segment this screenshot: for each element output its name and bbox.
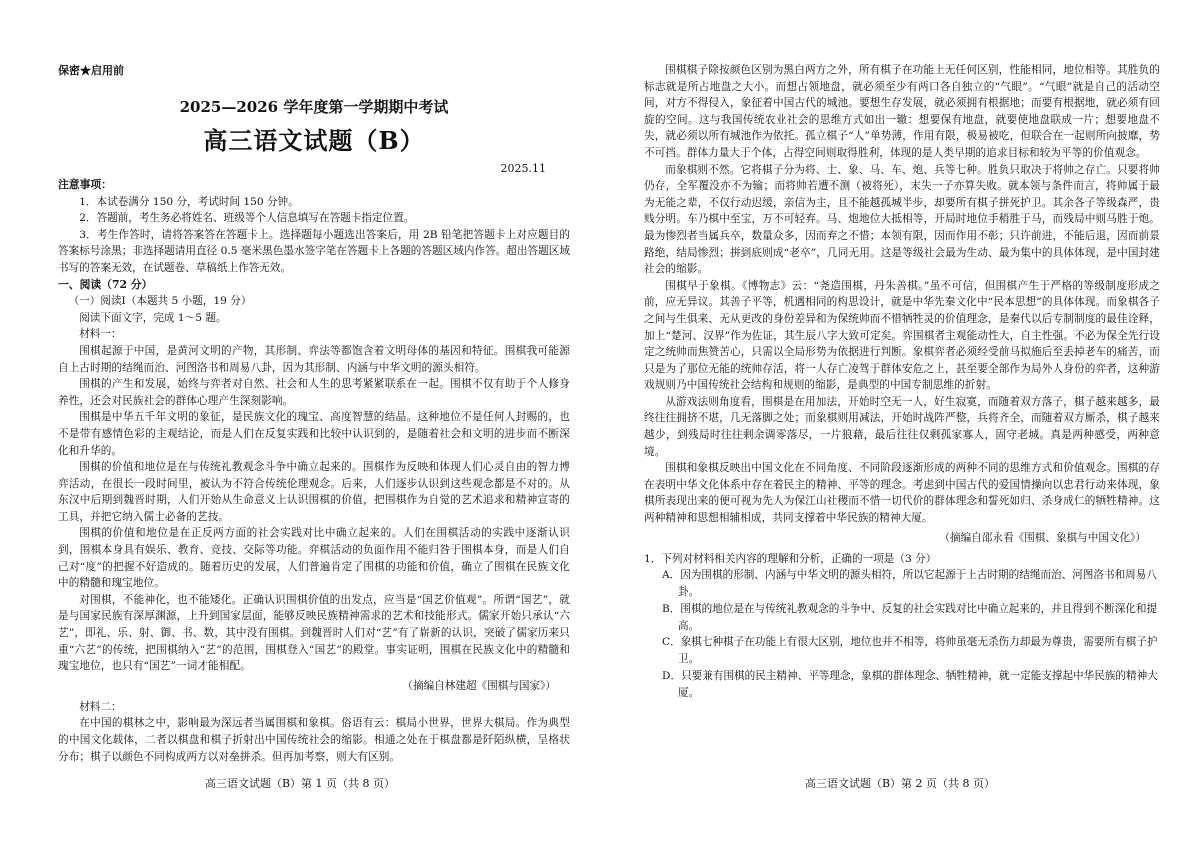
material-2-paragraph: 而象棋则不然。它将棋子分为将、士、象、马、车、炮、兵等七种。胜负只取决于将帅之存亡。只要将帅仍存，全军覆没亦不为输；而将帅若遭不测（被将死），末失一子亦算失败。就本领与条件而言，将帅属于最为无能之辈，不仅行动迟缓，亲信为主，且不能越孤城半步，却要所有棋子拼死护卫。其余各子等级森严，贵贱分明。车乃棋中至宝，万不可轻弃。马、炮地位大抵相等，开局时地位手稍胜于马，而残局中则马胜于炮。最为惨烈者当属兵卒，数量众多，因而弃之不惜；本领有限，因而作用不彰；只许前进，不能后退，因而前景路绝，结局惨烈；拼到底则成“老卒”，几同无用。这是等级社会最为生动、最为集中的具体体现，是中国封建社会的缩影。: [644, 163, 1160, 276]
material-2-paragraph: 围棋早于象棋。《博物志》云：“尧造围棋，丹朱善棋。”虽不可信，但围棋产生于严格的等级制度形成之前，应无异议。其善子平等，机遇相同的构思设计，就是中华先秦文化中“民本思想”的具体体现。而象棋各子之间与生俱来、无从更改的身份差异和为保统帅而不惜牺牲灵的价值理念，是秦代以后专制制度的最佳诠释，加上“楚河、汉界”作为佐证，其生辰八字大致可定矣。弈围棋者主观能动性大，自主性强。不必为保全先行设定之统帅而焦赞苦心，只需以全局形势为依据进行判断。象棋弈者必须经受前马拟施后至丢掉老车的痛苦，而只是为了那位无能的统帅存活，将一人存亡凌驾于群体安危之上，甚至要全部作为局外人身份的弈者，这种游戏规则乃中国传统社会结构和规则的缩影，是典型的中国专制思维的折射。: [644, 279, 1160, 392]
confidential-label: 保密★启用前: [58, 64, 124, 77]
page-footer: 高三语文试题（B）第 1 页（共 8 页）: [204, 777, 396, 790]
material-1-paragraph: 围棋的价值和地位是在与传统礼教观念斗争中确立起来的。围棋作为反映和体现人们心灵自由的智力博弈活动，在很长一段时间里，被认为不符合传统伦理观念。后来，人们逐步认识到这些观念都是不对的。从东汉中后期到魏晋时期，人们开始从生命意义上认识围棋的价值，把围棋作为自觉的艺术追求和精神宣寄的工具，并把它纳入儒士必备的艺技。: [58, 461, 570, 523]
material-2-source: （摘编自邵永看《围棋、象棋与中国文化》）: [939, 531, 1146, 544]
material-1-paragraph: 围棋是中华五千年文明的象征，是民族文化的瑰宝、高度智慧的结晶。这种地位不是任何人封赐的，也不是带有感情色彩的主观结论，而是人们在反复实践和比较中认识到的，是随着社会和文明的进步而不断深化和升华的。: [58, 411, 570, 457]
material-1-paragraph: 围棋的产生和发展，始终与弈者对自然、社会和人生的思考紧紧联系在一起。围棋不仅有助于个人修身养性，还会对民族社会的群体心理产生深刻影响。: [58, 378, 570, 407]
material-2-paragraph: 围棋棋子除按颜色区别为黑白两方之外，所有棋子在功能上无任何区别，性能相同，地位相等。其胜负的标志就是所占地盘之大小。而想占领地盘，就必须至少有两口各自独立的“气眼”。“气眼”就是自己的活动空间，对方不得侵入，象征着中国古代的城池。要想生存发展，就必须拥有根据地；而要有根据地，就必须有回旋的空间。这与我国传统农业社会的思维方式如出一辙：想要保有地盘，就要使地盘联成一片；想要地盘不失，就必须以所有城池作为依托。孤立棋子“人”单势薄，作用有限，极易被吃，但联合在一起则所向披靡，势不可挡。群体力量大于个体，占得空间则取得胜利，体现的是人类早期的追求目标和较为平等的价值观念。: [644, 64, 1160, 159]
page-2: [600, 0, 1200, 849]
reading-instruction: 阅读下面文字，完成 1～5 题。: [79, 311, 227, 324]
material-1-label: 材料一：: [79, 328, 122, 341]
question-1-option-b: B．围棋的地位是在与传统礼教观念的斗争中、反复的社会实践对比中确立起来的，并且得到不断深化和提高。: [662, 602, 1158, 632]
note-item: 1．本试卷满分 150 分，考试时间 150 分钟。: [79, 195, 299, 208]
question-1-option-a: A．因为围棋的形制、内涵与中华文明的源头相符，所以它起源于上古时期的结绳而治、河图洛书和周易八卦。: [662, 569, 1157, 599]
material-1-paragraph: 围棋的价值和地位是在正反两方面的社会实践对比中确立起来的。人们在围棋活动的实践中逐渐认识到，围棋本身具有娱乐、教育、竞技、交际等功能。弈棋活动的负面作用不能归咎于围棋本身，而是人们自己对“度”的把握不好造成的。随着历史的发展，人们普遍肯定了围棋的功能和价值，确立了围棋在民族文化中的精髓和瑰宝地位。: [58, 527, 570, 590]
question-1-stem: 1．下列对材料相关内容的理解和分析，正确的一项是（3 分）: [644, 552, 937, 565]
note-item: 2．答题前，考生务必将姓名、班级等个人信息填写在答题卡指定位置。: [79, 212, 415, 225]
material-2-paragraph: 围棋和象棋反映出中国文化在不同角度、不同阶段逐渐形成的两种不同的思维方式和价值观念。围棋的存在表明中华文化体系中存在着民主的精神、平等的理念。考虑到中国古代的爱国情操向以忠君行动来体现，象棋所表现出来的便可视为先人为保江山社稷而不惜一切代价的群体理念和誓死如归、杀身成仁的牺牲精神。这两种精神和思想相辅相成，共同支撑着中华民族的精神大厦。: [644, 462, 1160, 525]
material-2-label: 材料二：: [79, 700, 122, 713]
material-1-paragraph: 对围棋，不能神化，也不能矮化。正确认识围棋价值的出发点，应当是“国艺价值观”。所谓“国艺”，就是与国家民族有深厚渊源，上升到国家层面，能够反映民族精神需求的艺术和技能形式。儒家开始只承认“六艺”，即礼、乐、射、御、书、数，其中没有围棋。到魏晋时人们对“艺”有了崭新的认识，突破了儒家历来只重“六艺”的传统，把围棋纳入“艺”的范围，围棋登入“国艺”的殿堂。事实证明，围棋在民族文化中的精髓和瑰宝地位，也只有“国艺”一词才能相配。: [58, 593, 570, 673]
note-item: 3．考生作答时，请将答案答在答题卡上。选择题每小题选出答案后，用 2B 铅笔把答题卡上对应题目的答案标号涂黑；非选择题请用直径 0.5 毫米黑色墨水签字笔在答题卡上各题的答题区域内作答。超出答题区域书写的答案无效，在试题卷、草稿纸上作答无效。: [58, 228, 570, 274]
material-1-source: （摘编自林建超《围棋与国家》）: [402, 679, 556, 692]
section-heading: 一、阅读（72 分）: [58, 277, 153, 291]
page-footer: 高三语文试题（B）第 2 页（共 8 页）: [804, 777, 996, 790]
subsection-heading: （一）阅读Ⅰ（本题共 5 小题，19 分）: [68, 295, 252, 308]
subject-title: 高三语文试题（B）: [203, 126, 425, 155]
notes-heading: 注意事项：: [58, 178, 112, 191]
material-2-paragraph: 从游戏法则角度看，围棋是在用加法，开始时空无一人，好生寂寞，而随着双方落子，棋子越来越多，最终往往拥挤不堪，几无落脚之处；而象棋则用减法，开始时战阵严整，兵将齐全，而随着双方厮杀，棋子越来越少，到残局时往往剩余调零落尽，一片狼藉，最后往往仅剩孤家寡人，固守老城。真是两种感受，两种意境。: [644, 395, 1160, 458]
exam-date: 2025.11: [500, 162, 546, 175]
material-1-paragraph: 围棋起源于中国，是黄河文明的产物，其形制、弈法等都饱含着文明母体的基因和特征。围棋我可能源自上古时期的结绳而治、河图洛书和周易八卦，因为其形制、内涵与中华文明的源头相符。: [58, 344, 570, 374]
exam-title: 2025—2026 学年度第一学期期中考试: [179, 98, 449, 116]
question-1-option-d: D．只要兼有围棋的民主精神、平等理念，象棋的群体理念、牺牲精神，就一定能支撑起中华民族的精神大厦。: [662, 670, 1158, 699]
material-2-paragraph: 在中国的棋林之中，影响最为深远者当属围棋和象棋。俗语有云：棋局小世界，世界大棋局。作为典型的中国文化载体，二者以棋盘和棋子折射出中国传统社会的缩影。相通之处在于棋盘都是阡陌纵横，呈格状分布；棋子以颜色不同构成两方以对垒拼杀。但再加考察，则大有区别。: [58, 717, 570, 763]
question-1-option-c: C．象棋七种棋子在功能上有很大区别，地位也并不相等，将帅虽毫无杀伤力却最为尊贵，需要所有棋子护卫。: [662, 636, 1158, 666]
